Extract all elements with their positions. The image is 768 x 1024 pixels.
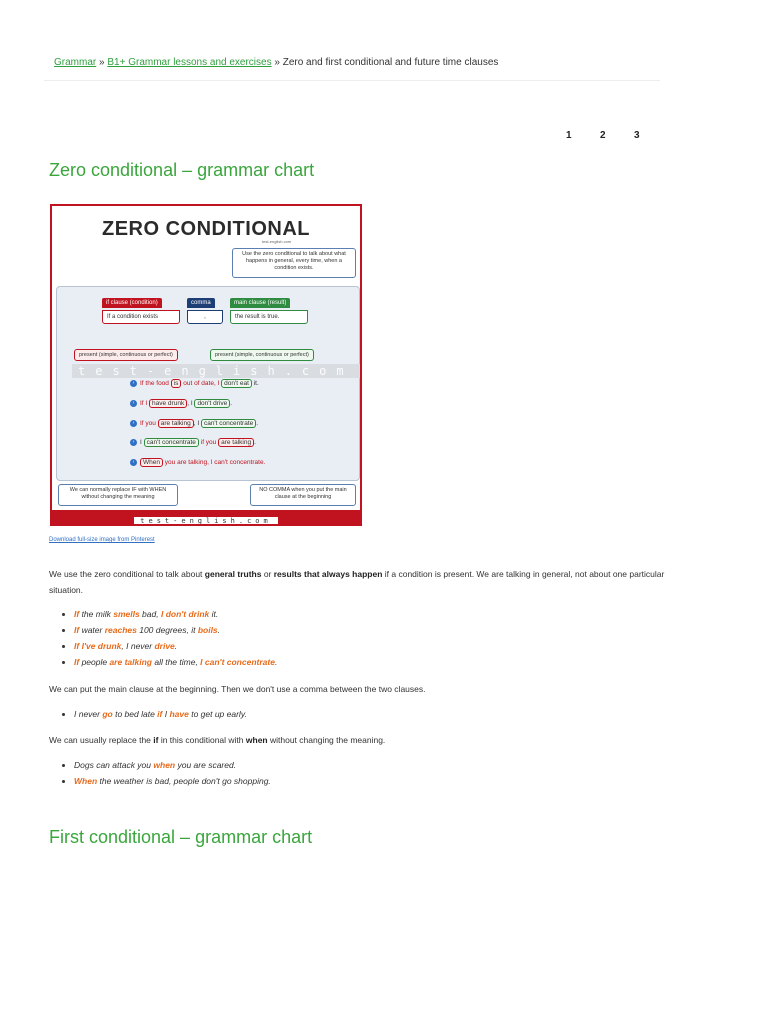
- arrow-circle-icon: ›: [130, 400, 137, 407]
- paragraph-replace-if-when: We can usually replace the if in this conditional with when without changing the meaning.: [49, 735, 386, 745]
- chart-note-right: NO COMMA when you put the main clause at the beginning: [250, 484, 356, 506]
- chart-tag-main-clause: main clause (result): [230, 298, 290, 308]
- chart-footer-text: test-english.com: [134, 517, 277, 525]
- chart-note-top: Use the zero conditional to talk about what happens in general, every time, when a condition exists.: [232, 248, 356, 278]
- paragraph-main-clause-first: We can put the main clause at the beginning. Then we don't use a comma between the two clauses.: [49, 684, 426, 694]
- download-image-link[interactable]: Download full-size image from Pinterest: [49, 537, 155, 543]
- list-item: • If water reaches 100 degrees, it boils.: [74, 622, 277, 638]
- chart-watermark: test-english.com: [72, 364, 360, 378]
- page-link-2[interactable]: 2: [600, 130, 606, 141]
- chart-cell-comma: ,: [187, 310, 223, 324]
- chart-example-4: › I can't concentrate if you are talking .: [130, 439, 256, 446]
- list-item: • If people are talking all the time, I can't concentrate.: [74, 654, 277, 670]
- breadcrumb-link-grammar[interactable]: Grammar: [54, 57, 97, 68]
- breadcrumb-separator: »: [271, 57, 283, 68]
- zero-conditional-chart-image[interactable]: [50, 204, 362, 526]
- chart-pill-present-right: present (simple, continuous or perfect): [210, 349, 314, 361]
- example-list-3: [66, 757, 271, 789]
- breadcrumb-divider: [44, 80, 660, 81]
- arrow-circle-icon: ›: [130, 380, 137, 387]
- chart-cell-main-clause: the result is true.: [230, 310, 308, 324]
- example-list-2: [66, 706, 247, 722]
- breadcrumb-current: Zero and first conditional and future time clauses: [282, 57, 499, 68]
- list-item: • If the milk smells bad, I don't drink it.: [74, 606, 277, 622]
- chart-footer-bar: [52, 510, 360, 524]
- arrow-circle-icon: ›: [130, 420, 137, 427]
- chart-tag-if-clause: if clause (condition): [102, 298, 162, 308]
- page-link-3[interactable]: 3: [634, 130, 640, 141]
- page-link-1[interactable]: 1: [566, 130, 572, 141]
- list-item: • Dogs can attack you when you are scared.: [74, 757, 271, 773]
- chart-subtitle: test-english.com: [262, 239, 292, 244]
- chart-example-1: › If the food is out of date, I don't eat it.: [130, 380, 259, 387]
- paragraph-zero-conditional-use: We use the zero conditional to talk about general truths or results that always happen if a condition is present. We are talking in general, not about one particular situation.: [49, 569, 665, 595]
- breadcrumb-link-b1-grammar[interactable]: B1+ Grammar lessons and exercises: [107, 57, 272, 68]
- chart-tag-comma: comma: [187, 298, 215, 308]
- chart-title: ZERO CONDITIONAL: [102, 218, 310, 240]
- section-heading-first-conditional: First conditional – grammar chart: [49, 827, 313, 847]
- example-list-1: [66, 606, 277, 670]
- chart-note-left: We can normally replace IF with WHEN without changing the meaning: [58, 484, 178, 506]
- list-item: • When the weather is bad, people don't go shopping.: [74, 773, 271, 789]
- chart-cell-if-clause: If a condition exists: [102, 310, 180, 324]
- breadcrumb: [54, 57, 498, 68]
- chart-example-2: › If I have drunk , I don't drive .: [130, 400, 232, 407]
- list-item: • I never go to bed late if I have to get up early.: [74, 706, 247, 722]
- chart-pill-present-left: present (simple, continuous or perfect): [74, 349, 178, 361]
- list-item: • If I've drunk, I never drive.: [74, 638, 277, 654]
- arrow-circle-icon: ›: [130, 459, 137, 466]
- arrow-circle-icon: ›: [130, 439, 137, 446]
- chart-example-5: › When you are talking, I can't concentrate.: [130, 459, 265, 466]
- breadcrumb-separator: »: [96, 57, 108, 68]
- section-heading-zero-conditional: Zero conditional – grammar chart: [49, 160, 315, 180]
- chart-example-3: › If you are talking , I can't concentrate .: [130, 420, 258, 427]
